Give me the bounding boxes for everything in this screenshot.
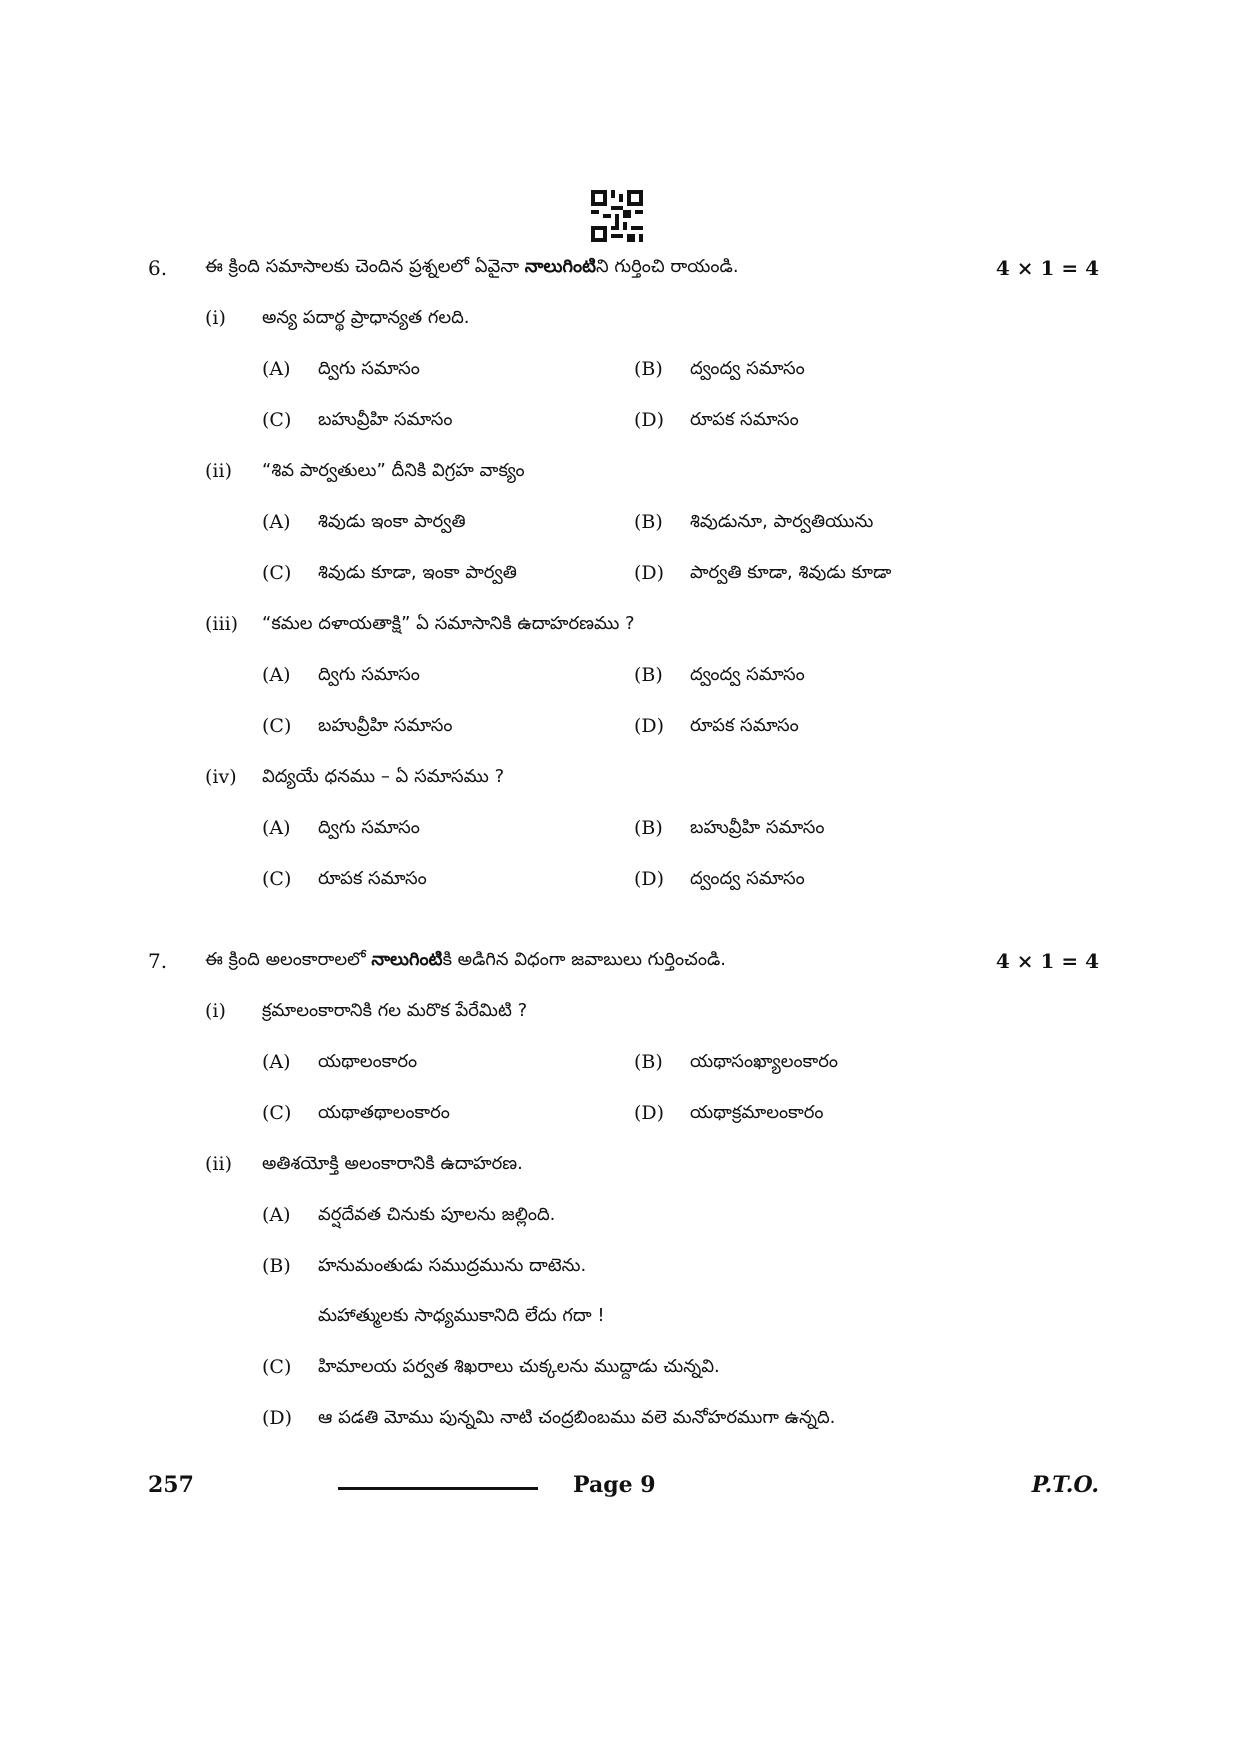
option-text: ద్విగు సమాసం	[318, 664, 420, 685]
option-label: (D)	[634, 409, 665, 431]
option-text: రూపక సమాసం	[690, 409, 799, 430]
please-turn-over: P.T.O.	[1031, 1472, 1099, 1498]
option-text: ద్విగు సమాసం	[318, 358, 420, 379]
sub-question-label: (iii)	[205, 613, 239, 635]
option-label: (C)	[262, 1356, 292, 1378]
option-label: (B)	[634, 664, 663, 686]
option-text: రూపక సమాసం	[690, 715, 799, 736]
question-text: ఈ క్రింది సమాసాలకు చెందిన ప్రశ్నలలో ఏవైనా నాలుగింటిని గుర్తించి రాయండి.	[205, 256, 739, 277]
option-label: (B)	[634, 358, 663, 380]
option-label: (D)	[634, 715, 665, 737]
option-label: (B)	[262, 1255, 291, 1277]
option-label: (A)	[262, 664, 291, 686]
paper-code: 257	[148, 1472, 194, 1498]
question-number: 6.	[148, 256, 168, 280]
option-text: శివుడునూ, పార్వతియును	[690, 511, 874, 532]
qr-code	[591, 190, 643, 242]
question-text: ఈ క్రింది అలంకారాలలో నాలుగింటికి అడిగిన విధంగా జవాబులు గుర్తించండి.	[205, 949, 727, 970]
option-label: (B)	[634, 511, 663, 533]
sub-question-label: (ii)	[205, 460, 232, 482]
sub-question-text: విద్యయే ధనము – ఏ సమాసము ?	[262, 766, 505, 787]
option-text: యథాసంఖ్యాలంకారం	[690, 1051, 838, 1072]
option-text: ద్వంద్వ సమాసం	[690, 664, 805, 685]
option-text: శివుడు ఇంకా పార్వతి	[318, 511, 466, 532]
option-label: (B)	[634, 1051, 663, 1073]
option-label: (C)	[262, 1102, 292, 1124]
sub-question-text: “శివ పార్వతులు” దీనికి విగ్రహ వాక్యం	[262, 460, 525, 481]
sub-question-text: “కమల దళాయతాక్షి” ఏ సమాసానికి ఉదాహరణము ?	[262, 613, 635, 634]
option-label: (A)	[262, 1204, 291, 1226]
option-label: (D)	[634, 562, 665, 584]
question-marks: 4 × 1 = 4	[995, 949, 1099, 973]
footer-divider	[338, 1487, 538, 1490]
sub-question-label: (i)	[205, 1000, 226, 1022]
option-text: శివుడు కూడా, ఇంకా పార్వతి	[318, 562, 517, 583]
option-label: (A)	[262, 817, 291, 839]
option-label: (D)	[634, 1102, 665, 1124]
option-text: పార్వతి కూడా, శివుడు కూడా	[690, 562, 892, 583]
option-text: ద్వంద్వ సమాసం	[690, 358, 805, 379]
sub-question-label: (iv)	[205, 766, 237, 788]
option-text: వర్షదేవత చినుకు పూలను జల్లింది.	[318, 1204, 556, 1225]
sub-question-label: (ii)	[205, 1153, 232, 1175]
option-label: (C)	[262, 562, 292, 584]
option-label: (A)	[262, 1051, 291, 1073]
sub-question-text: క్రమాలంకారానికి గల మరొక పేరేమిటి ?	[262, 1000, 528, 1021]
option-label: (A)	[262, 511, 291, 533]
option-label: (D)	[262, 1407, 293, 1429]
page-number: Page 9	[573, 1472, 656, 1498]
sub-question-label: (i)	[205, 307, 226, 329]
option-label: (C)	[262, 868, 292, 890]
option-text: ద్విగు సమాసం	[318, 817, 420, 838]
option-text: హనుమంతుడు సముద్రమును దాటెను.	[318, 1255, 587, 1276]
option-text: బహువ్రీహి సమాసం	[318, 409, 453, 430]
option-text: హిమాలయ పర్వత శిఖరాలు చుక్కలను ముద్దాడు చున్నవి.	[318, 1356, 720, 1377]
option-label: (A)	[262, 358, 291, 380]
option-label: (D)	[634, 868, 665, 890]
option-text: రూపక సమాసం	[318, 868, 427, 889]
option-text: యథాతథాలంకారం	[318, 1102, 450, 1123]
sub-question-text: అతిశయోక్తి అలంకారానికి ఉదాహరణ.	[262, 1153, 523, 1174]
sub-question-text: అన్య పదార్థ ప్రాధాన్యత గలది.	[262, 307, 470, 328]
option-text: ద్వంద్వ సమాసం	[690, 868, 805, 889]
question-marks: 4 × 1 = 4	[995, 256, 1099, 280]
option-text: ఆ పడతి మోము పున్నమి నాటి చంద్రబింబము వలె మనోహరముగా ఉన్నది.	[318, 1407, 836, 1428]
option-label: (C)	[262, 409, 292, 431]
option-text-continued: మహాత్ములకు సాధ్యముకానిది లేదు గదా !	[318, 1305, 605, 1326]
option-label: (C)	[262, 715, 292, 737]
option-text: యథాక్రమాలంకారం	[690, 1102, 824, 1123]
option-text: యథాలంకారం	[318, 1051, 418, 1072]
option-label: (B)	[634, 817, 663, 839]
question-number: 7.	[148, 949, 168, 973]
option-text: బహువ్రీహి సమాసం	[318, 715, 453, 736]
option-text: బహువ్రీహి సమాసం	[690, 817, 825, 838]
